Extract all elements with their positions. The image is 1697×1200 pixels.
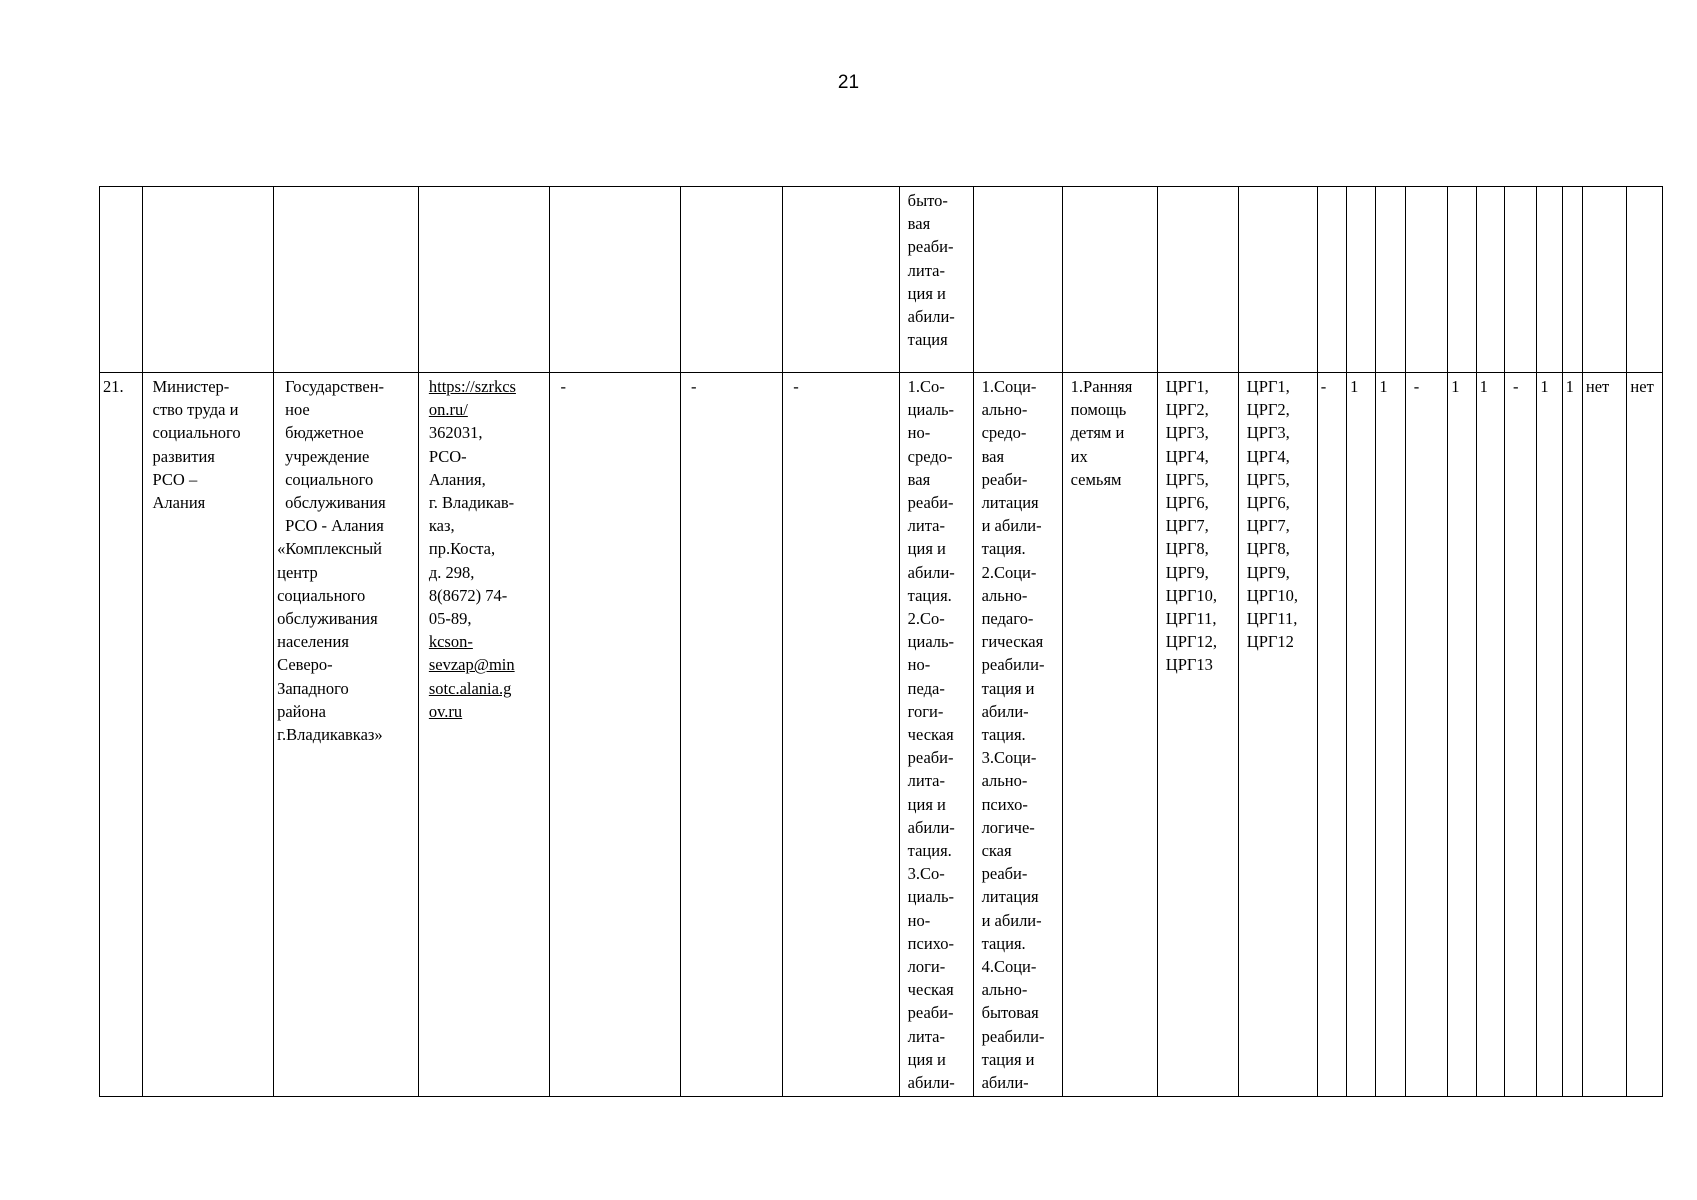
website-link[interactable]: https://szrkcs on.ru/ [428, 377, 516, 420]
org-line: населения [277, 632, 349, 652]
org-line: обслуживания [277, 609, 378, 629]
cell-empty [1347, 187, 1376, 373]
org-line: ное [285, 400, 310, 420]
cell-empty [973, 187, 1062, 373]
cell-empty [1405, 187, 1448, 373]
rehab-types-continued: быто- вая реаби- лита- ция и абили- тация [899, 187, 973, 373]
org-line: Государствен- [285, 377, 385, 396]
cell-empty [142, 187, 274, 373]
cell-empty [550, 187, 681, 373]
cell-empty [1448, 187, 1476, 373]
cell-empty [783, 187, 899, 373]
registry-table [99, 186, 1663, 1097]
value-cell: 1 [1562, 373, 1582, 1097]
org-line: Северо- [277, 655, 333, 675]
address-text: 362031, РСО- Алания, г. Владикав- каз, пр.Коста, д. 298, 8(8672) 74- 05-89, [428, 423, 515, 629]
cell-empty [100, 187, 143, 373]
cell-empty [1476, 187, 1504, 373]
org-line: учреждение [285, 446, 370, 466]
value-cell: нет [1627, 373, 1663, 1097]
cell-empty [681, 187, 783, 373]
org-line: Западного [277, 678, 349, 698]
value-cell: - [783, 373, 899, 1097]
value-cell: 1 [1347, 373, 1376, 1097]
org-line: центр [277, 562, 318, 582]
value-cell: 1 [1448, 373, 1476, 1097]
value-cell: 1 [1376, 373, 1405, 1097]
cell-empty [274, 187, 419, 373]
value-cell: 1 [1537, 373, 1562, 1097]
cell-empty [1062, 187, 1157, 373]
rehab-services-cell: 1.Соци- ально- средо- вая реаби- литация и абили- тация. 2.Соци- ально- педаго- гическая реабили- тация и абили- тация. 3.Соци- ально- психо- логиче- ская реаби- литация и абили- тация. 4.Соци- ально- бытовая реабили- тация и абили- [973, 373, 1062, 1097]
org-line: социального [285, 469, 374, 489]
target-groups-cell: ЦРГ1, ЦРГ2, ЦРГ3, ЦРГ4, ЦРГ5, ЦРГ6, ЦРГ7, ЦРГ8, ЦРГ9, ЦРГ10, ЦРГ11, ЦРГ12, ЦРГ13 [1157, 373, 1238, 1097]
cell-empty [1582, 187, 1627, 373]
cell-empty [1537, 187, 1562, 373]
contacts-cell [418, 373, 550, 1097]
cell-empty [1238, 187, 1317, 373]
cell-empty [1504, 187, 1536, 373]
org-line: «Комплексный [277, 539, 382, 559]
rehab-types-cell: 1.Со- циаль- но- средо- вая реаби- лита- ция и абили- тация. 2.Со- циаль- но- педа- гоги- ческая реаби- лита- ция и абили- тация. 3.Со- циаль- но- психо- логи- ческая реаби- лита- ция и абили- [899, 373, 973, 1097]
cell-empty [1317, 187, 1346, 373]
cell-empty [1376, 187, 1405, 373]
continuation-row [100, 187, 1663, 373]
email-link[interactable]: kcson- sevzap@min sotc.alania.g ov.ru [428, 632, 515, 721]
cell-empty [1562, 187, 1582, 373]
row-number: 21. [100, 373, 143, 1097]
page-number: 21 [837, 72, 860, 93]
cell-empty [1157, 187, 1238, 373]
value-cell: нет [1582, 373, 1627, 1097]
organization-cell [274, 373, 419, 1097]
org-line: г.Владикавказ» [277, 725, 383, 745]
value-cell: - [1504, 373, 1536, 1097]
cell-empty [1627, 187, 1663, 373]
value-cell: - [1317, 373, 1346, 1097]
value-cell: - [681, 373, 783, 1097]
target-groups-cell: ЦРГ1, ЦРГ2, ЦРГ3, ЦРГ4, ЦРГ5, ЦРГ6, ЦРГ7, ЦРГ8, ЦРГ9, ЦРГ10, ЦРГ11, ЦРГ12 [1238, 373, 1317, 1097]
org-line: обслуживания [285, 493, 386, 513]
cell-empty [418, 187, 550, 373]
table-row [100, 373, 1663, 1097]
org-line: района [277, 701, 326, 721]
org-line: бюджетное [285, 423, 364, 443]
early-help-cell: 1.Ранняя помощь детям и их семьям [1062, 373, 1157, 1097]
value-cell: - [550, 373, 681, 1097]
value-cell: 1 [1476, 373, 1504, 1097]
org-line: РСО - Алания [285, 516, 384, 536]
org-line: социального [277, 585, 366, 605]
ministry-cell: Министер- ство труда и социального развития РСО – Алания [142, 373, 274, 1097]
value-cell: - [1405, 373, 1448, 1097]
